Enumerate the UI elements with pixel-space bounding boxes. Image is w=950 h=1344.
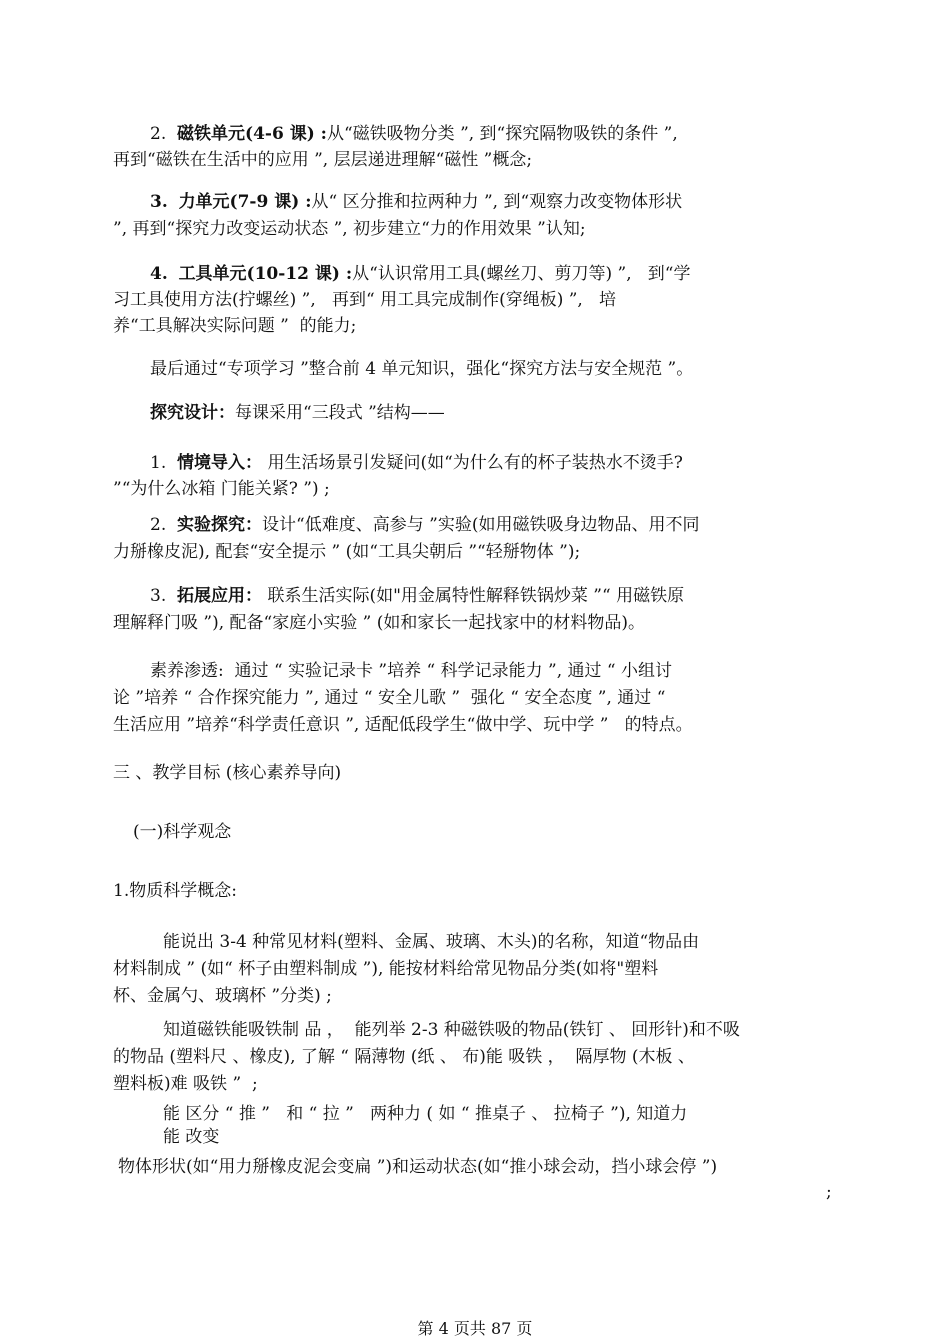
force-goal-line-3: 物体形状(如“用力掰橡皮泥会变扁 ”)和运动状态(如“推小球会动，挡小球会停 ”) (118, 1157, 718, 1177)
material-line-1: 能说出 3-4 种常见材料(塑料、金属、玻璃、木头)的名称，知道“物品由 (163, 932, 700, 952)
magnet-unit-line-1 (150, 122, 678, 146)
force-unit-line-2: ”, 再到“探究力改变运动状态 ”, 初步建立“力的作用效果 ”认知; (113, 219, 586, 239)
magnet-goal-line-1: 知道磁铁能吸铁制 品 ， 能列举 2-3 种磁铁吸的物品(铁钉 、 回形针)和不吸 (163, 1020, 740, 1040)
force-goal-line-2: 能 改变 (163, 1127, 220, 1147)
stage3-line-1 (150, 584, 684, 608)
material-line-3: 杯、金属勺、玻璃杯 ”分类) ; (113, 986, 332, 1006)
item-number: 3. (150, 192, 168, 212)
magnet-unit-text: 从“磁铁吸物分类 ”, 到“探究隔物吸铁的条件 ”, (326, 124, 678, 144)
tool-unit-line-3: 养“工具解决实际问题 ” 的能力; (113, 316, 357, 336)
item-number: 2. (150, 515, 167, 535)
item-number: 3. (150, 586, 167, 606)
tool-unit-line-1 (150, 262, 691, 286)
stage1-line-1 (150, 451, 683, 475)
literacy-line-1: 素养渗透: 通过 “ 实验记录卡 ”培养 “ 科学记录能力 ”, 通过 “ 小组讨 (150, 661, 673, 681)
item-number: 1. (150, 453, 167, 473)
material-line-2: 材料制成 ” (如“ 杯子由塑料制成 ”), 能按材料给常见物品分类(如将"塑料 (113, 959, 659, 979)
stage1-line-2: ”“为什么冰箱 门能关紧? ”) ; (113, 479, 330, 499)
stage2-heading: 实验探究： (177, 515, 263, 535)
force-goal-line-4: ; (826, 1182, 832, 1202)
stage1-heading: 情境导入： (177, 453, 263, 473)
tool-unit-line-2: 习工具使用方法(拧螺丝) ”, 再到“ 用工具完成制作(穿绳板) ”, 培 (113, 290, 617, 310)
force-goal-line-1: 能 区分 “ 推 ” 和 “ 拉 ” 两种力 ( 如 “ 推桌子 、 拉椅子 ”), 知道力 (163, 1104, 688, 1124)
force-unit-heading: 力单元(7-9 课) : (178, 192, 312, 212)
stage1-text: 用生活场景引发疑问(如“为什么有的杯子装热水不烫手? (262, 453, 683, 473)
magnet-unit-line-2: 再到“磁铁在生活中的应用 ”, 层层递进理解“磁性 ”概念; (113, 150, 533, 170)
item-number: 2. (150, 124, 167, 144)
stage2-line-2: 力掰橡皮泥), 配套“安全提示 ” (如“工具尖朝后 ”“轻掰物体 ”); (113, 542, 581, 562)
stage3-line-2: 理解释门吸 ”), 配备“家庭小实验 ” (如和家长一起找家中的材料物品)。 (113, 613, 645, 633)
design-line (150, 401, 445, 425)
tool-unit-text: 从“认识常用工具(螺丝刀、剪刀等) ”, 到“学 (352, 264, 691, 284)
magnet-unit-heading: 磁铁单元(4-6 课) : (177, 124, 327, 144)
magnet-goal-line-3: 塑料板)难 吸铁 ” ; (113, 1074, 258, 1094)
final-paragraph: 最后通过“专项学习 ”整合前 4 单元知识，强化“探究方法与安全规范 ”。 (150, 359, 694, 379)
stage2-line-1 (150, 513, 699, 537)
design-text: 每课采用“三段式 ”结构—— (235, 403, 445, 423)
page-number-footer: 第 4 页共 87 页 (417, 1319, 533, 1338)
stage3-heading: 拓展应用： (177, 586, 263, 606)
stage2-text: 设计“低难度、高参与 ”实验(如用磁铁吸身边物品、用不同 (262, 515, 700, 535)
stage3-text: 联系生活实际(如"用金属特性解释铁锅炒菜 ”“ 用磁铁原 (262, 586, 685, 606)
literacy-line-2: 论 ”培养 “ 合作探究能力 ”, 通过 “ 安全儿歌 ” 强化 “ 安全态度 ”, 通过 “ (113, 688, 666, 708)
section-heading: 三 、教学目标 (核心素养导向) (113, 763, 342, 783)
force-unit-text: 从“ 区分推和拉两种力 ”, 到“观察力改变物体形状 (311, 192, 683, 212)
design-heading: 探究设计： (150, 403, 235, 423)
item-number: 4. (150, 264, 168, 284)
item-heading: 1.物质科学概念: (113, 881, 237, 901)
force-unit-line-1 (150, 190, 682, 214)
tool-unit-heading: 工具单元(10-12 课) : (178, 264, 353, 284)
literacy-line-3: 生活应用 ”培养“科学责任意识 ”, 适配低段学生“做中学、玩中学 ” 的特点。 (113, 715, 693, 735)
magnet-goal-line-2: 的物品 (塑料尺 、橡皮), 了解 “ 隔薄物 (纸 、 布)能 吸铁 ， 隔厚物 (木板 、 (113, 1047, 695, 1067)
subsection-heading: (一)科学观念 (133, 822, 232, 842)
